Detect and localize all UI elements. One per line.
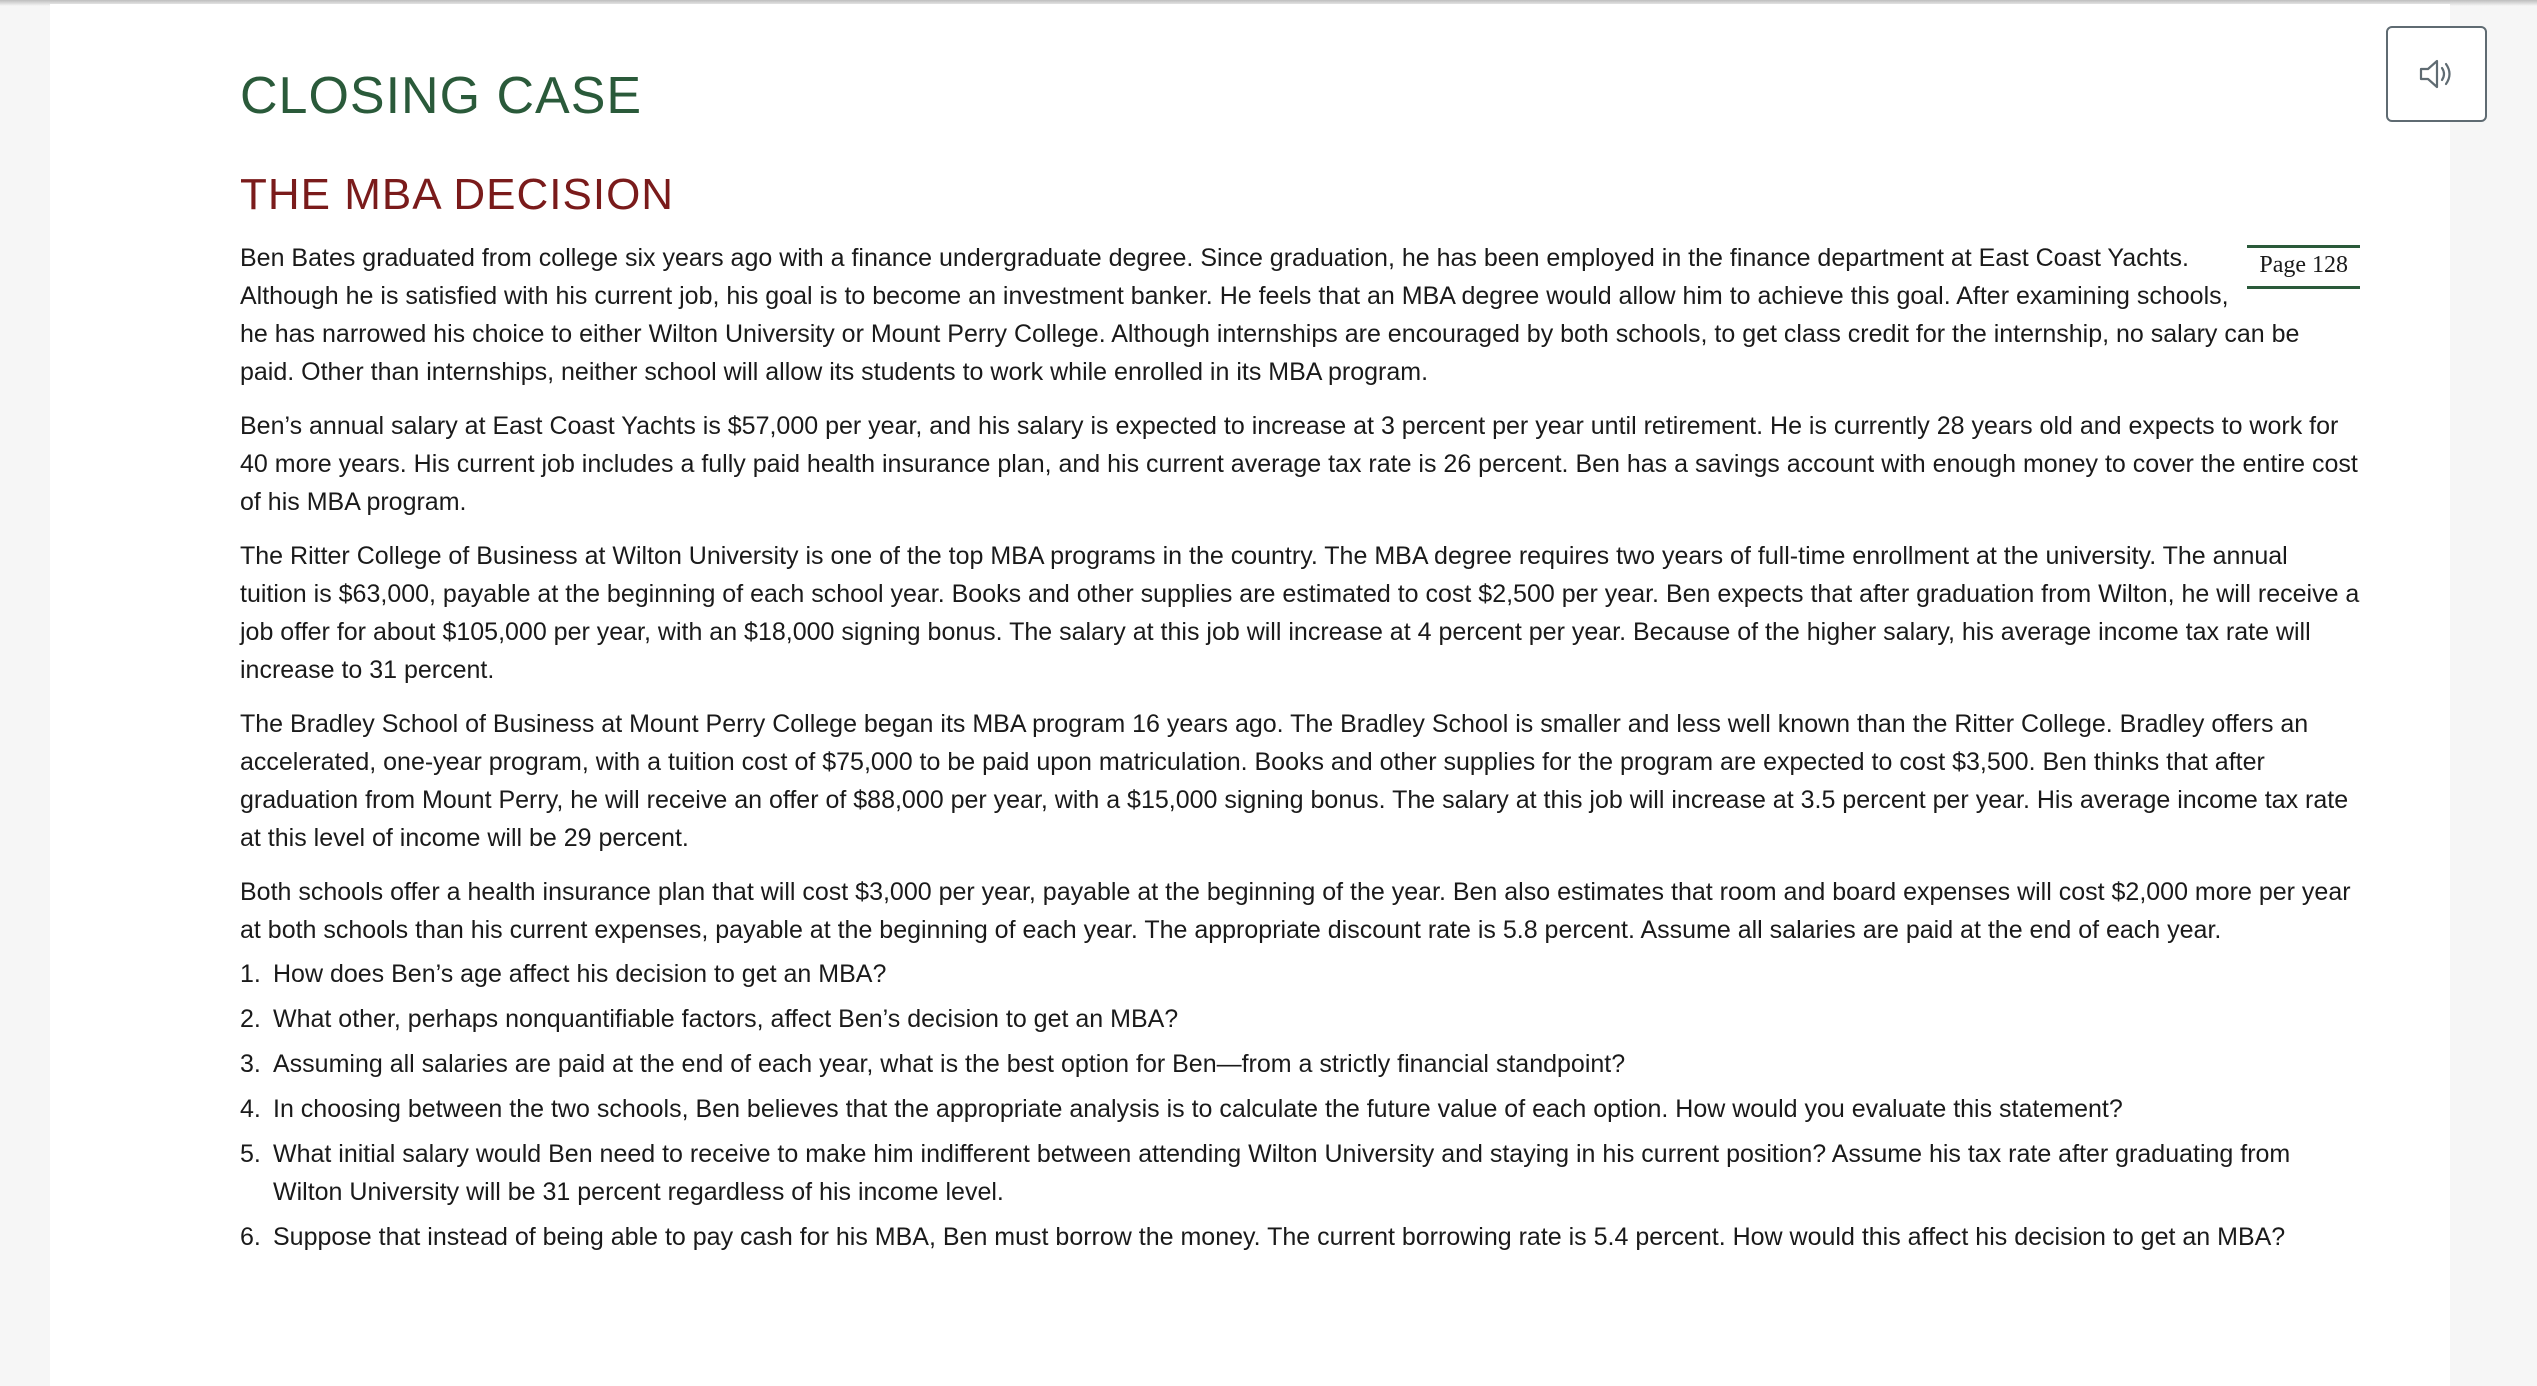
case-body	[240, 239, 2360, 1263]
question-number: 2.	[240, 1005, 261, 1033]
question-text: How does Ben’s age affect his decision to get an MBA?	[273, 960, 887, 988]
case-title: CLOSING CASE	[240, 67, 643, 125]
paragraph-1	[240, 239, 2360, 391]
paragraph-1-text: Ben Bates graduated from college six years ago with a finance undergraduate degree. Since graduation, he has been employed in the finance department at East Coast Yachts. Although he is satisfied with his current job, his goal is to become an investment banker. He feels that an MBA degree would allow him to achieve this goal. After examining schools, he has narrowed his choice to either Wilton University or Mount Perry College. Although internships are encouraged by both schools, to get class credit for the internship, no salary can be paid. Other than internships, neither school will allow its students to work while enrolled in its MBA program.	[240, 244, 2300, 386]
question-number: 3.	[240, 1050, 261, 1078]
question-number: 4.	[240, 1095, 261, 1123]
question-text: Assuming all salaries are paid at the end of each year, what is the best option for Ben—from a strictly financial standpoint?	[273, 1050, 1626, 1078]
questions-list	[240, 955, 2360, 1256]
paragraph-3: The Ritter College of Business at Wilton University is one of the top MBA programs in the country. The MBA degree requires two years of full-time enrollment at the university. The annual tuition is $63,000, payable at the beginning of each school year. Books and other supplies are estimated to cost $2,500 per year. Ben expects that after graduation from Wilton, he will receive a job offer for about $105,000 per year, with an $18,000 signing bonus. The salary at this job will increase at 4 percent per year. Because of the higher salary, his average income tax rate will increase to 31 percent.	[240, 542, 2360, 684]
question-number: 6.	[240, 1223, 261, 1251]
page	[50, 4, 2450, 1386]
question-text: What initial salary would Ben need to receive to make him indifferent between attending Wilton University and staying in his current position? Assume his tax rate after graduating from Wilton University will be 31 percent regardless of his income level.	[273, 1140, 2291, 1206]
question-text: Suppose that instead of being able to pay cash for his MBA, Ben must borrow the money. The current borrowing rate is 5.4 percent. How would this affect his decision to get an MBA?	[273, 1223, 2286, 1251]
question-item	[240, 1090, 2360, 1128]
question-number: 5.	[240, 1140, 261, 1168]
paragraph-4: The Bradley School of Business at Mount Perry College began its MBA program 16 years ago. The Bradley School is smaller and less well known than the Ritter College. Bradley offers an accelerated, one-year program, with a tuition cost of $75,000 to be paid upon matriculation. Books and other supplies for the program are expected to cost $3,500. Ben thinks that after graduation from Mount Perry, he will receive an offer of $88,000 per year, with a $15,000 signing bonus. The salary at this job will increase at 3.5 percent per year. His average income tax rate at this level of income will be 29 percent.	[240, 710, 2349, 852]
speaker-icon	[2417, 57, 2457, 91]
paragraph-5: Both schools offer a health insurance plan that will cost $3,000 per year, payable at the beginning of the year. Ben also estimates that room and board expenses will cost $2,000 more per year at both schools than his current expenses, payable at the beginning of each year. The appropriate discount rate is 5.8 percent. Assume all salaries are paid at the end of each year.	[240, 878, 2351, 944]
audio-read-aloud-button[interactable]	[2386, 26, 2487, 122]
question-item	[240, 1218, 2360, 1256]
page-marker: Page 128	[2247, 245, 2360, 289]
case-subtitle: THE MBA DECISION	[240, 170, 675, 219]
question-item	[240, 1045, 2360, 1083]
paragraph-2: Ben’s annual salary at East Coast Yachts is $57,000 per year, and his salary is expected to increase at 3 percent per year until retirement. He is currently 28 years old and expects to work for 40 more years. His current job includes a fully paid health insurance plan, and his current average tax rate is 26 percent. Ben has a savings account with enough money to cover the entire cost of his MBA program.	[240, 412, 2358, 516]
question-item	[240, 955, 2360, 993]
question-text: In choosing between the two schools, Ben believes that the appropriate analysis is to calculate the future value of each option. How would you evaluate this statement?	[273, 1095, 2123, 1123]
question-number: 1.	[240, 960, 261, 988]
question-text: What other, perhaps nonquantifiable factors, affect Ben’s decision to get an MBA?	[273, 1005, 1179, 1033]
question-item	[240, 1135, 2360, 1211]
question-item	[240, 1000, 2360, 1038]
